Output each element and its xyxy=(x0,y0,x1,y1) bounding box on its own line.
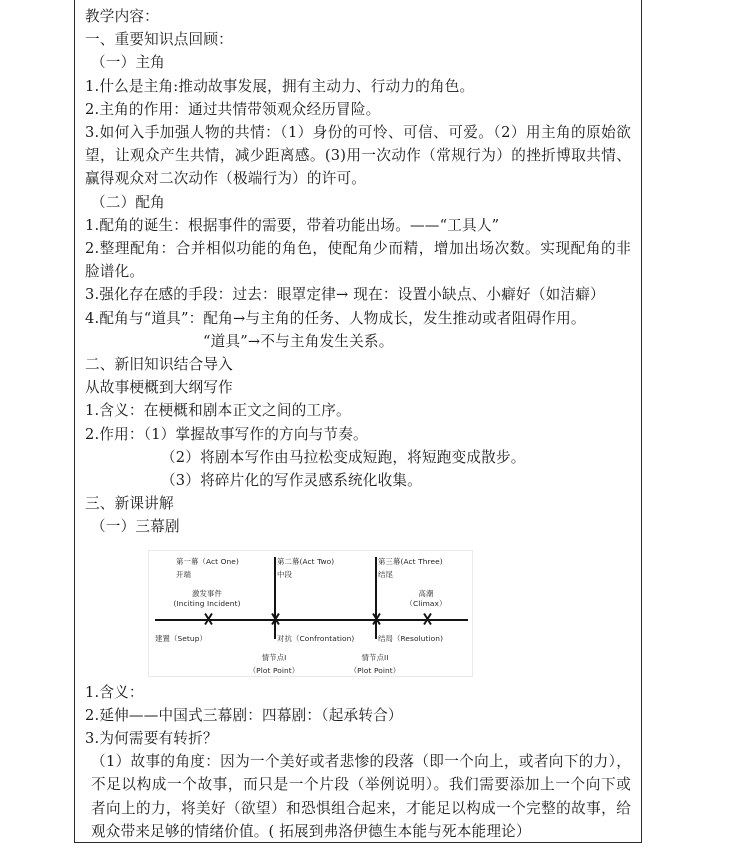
paragraph-item-3-1: 1.含义： xyxy=(85,683,144,701)
paragraph-item-1-2-2: 2.整理配角：合并相似功能的角色，使配角少而精，增加出场次数。实现配角的非脸谱化。 xyxy=(85,240,631,281)
paragraph-section-1: 一、重要知识点回顾： xyxy=(85,31,233,49)
paragraph-item-2-2: 2.作用：（1）掌握故事写作的方向与节奏。 xyxy=(85,425,368,443)
paragraph-item-3-3a: （1）故事的角度：因为一个美好或者悲惨的段落（即一个向上，或者向下的力），不足以构成一个故事，而只是一个片段（举例说明）。我们需要添加上一个向下或者向上的力，将美好（欲望）和恐惧组合起来，才能足以构成一个完整的故事，给观众带来足够的情绪价值。( 拓展到弗洛伊德生本能与死本能理论） xyxy=(91,753,631,840)
paragraph-sub-1-1: （一）主角 xyxy=(91,54,165,72)
plot-point-2-label-cn: 情节点II xyxy=(361,652,389,662)
climax-label-en: （Climax） xyxy=(405,598,447,608)
paragraph-item-1-1-1: 1.什么是主角:推动故事发展，拥有主动力、行动力的角色。 xyxy=(85,77,475,95)
setup-label: 建置（Setup） xyxy=(155,633,207,643)
inciting-incident-x-marker xyxy=(201,612,214,625)
plot-point-1-label-cn: 情节点I xyxy=(261,652,287,662)
paragraph-block-bottom xyxy=(85,681,631,843)
paragraph-item-2-2b: （2）将剧本写作由马拉松变成短跑，将短跑变成散步。 xyxy=(161,448,526,466)
paragraph-item-1-1-2: 2.主角的作用：通过共情带领观众经历冒险。 xyxy=(85,100,381,118)
paragraph-section-2-sub: 从故事梗概到大纲写作 xyxy=(85,379,233,397)
act-two-subtitle: 中段 xyxy=(277,569,292,579)
paragraph-heading-content: 教学内容： xyxy=(85,8,159,25)
paragraph-item-1-2-3: 3.强化存在感的手段：过去：眼罩定律→ 现在：设置小缺点、小癖好（如洁癖） xyxy=(85,286,605,304)
act-three-title: 第三幕(Act Three) xyxy=(378,556,443,566)
document-page xyxy=(74,0,642,843)
act-divider-line-1 xyxy=(274,557,276,639)
act-one-title: 第一幕（Act One) xyxy=(176,556,239,566)
paragraph-section-2: 二、新旧知识结合导入 xyxy=(85,356,233,374)
act-one-subtitle: 开端 xyxy=(176,569,191,579)
climax-label-cn: 高潮 xyxy=(418,588,434,598)
paragraph-block-top xyxy=(85,5,631,539)
inciting-incident-label-en: (Inciting Incident) xyxy=(173,598,241,608)
paragraph-sub-3-1: （一）三幕剧 xyxy=(91,518,180,536)
paragraph-item-1-2-1: 1.配角的诞生：根据事件的需要，带着功能出场。——“工具人” xyxy=(85,216,500,234)
paragraph-sub-1-2: （二）配角 xyxy=(91,193,165,211)
paragraph-item-1-2-4b: “道具”→不与主角发生关系。 xyxy=(203,332,394,350)
plot-point-2-x-marker xyxy=(369,612,382,625)
act-divider-line-2 xyxy=(375,557,377,639)
resolution-label: 结局（Resolution) xyxy=(378,633,444,643)
three-act-structure-diagram xyxy=(148,550,473,677)
paragraph-item-3-2: 2.延伸——中国式三幕剧：四幕剧：（起承转合） xyxy=(85,706,403,724)
paragraph-item-2-2c: （3）将碎片化的写作灵感系统化收集。 xyxy=(161,472,422,490)
paragraph-section-3: 三、新课讲解 xyxy=(85,495,174,513)
document-body xyxy=(75,0,641,843)
paragraph-item-3-3: 3.为何需要有转折？ xyxy=(85,730,218,748)
paragraph-item-1-2-4: 4.配角与“道具”：配角→与主角的任务、人物成长，发生推动或者阻碍作用。 xyxy=(85,309,586,327)
plot-point-2-label-en: （Plot Point） xyxy=(349,665,401,675)
inciting-incident-label-cn: 激发事件 xyxy=(192,588,222,598)
act-three-subtitle: 结尾 xyxy=(378,569,393,579)
act-two-title: 第二幕(Act Two) xyxy=(277,556,335,566)
confrontation-label: 对抗（Confrontation) xyxy=(277,633,355,643)
paragraph-item-1-1-3: 3.如何入手加强人物的共情：（1）身份的可怜、可信、可爱。（2）用主角的原始欲望，让观众产生共情，减少距离感。(3)用一次动作（常规行为）的挫折博取共情、赢得观众对二次动作（极端行为）的许可。 xyxy=(85,124,631,188)
plot-point-1-x-marker xyxy=(268,612,281,625)
plot-point-1-label-en: （Plot Point） xyxy=(248,665,300,675)
climax-x-marker xyxy=(420,612,433,625)
paragraph-item-2-1: 1.含义：在梗概和剧本正文之间的工序。 xyxy=(85,402,351,420)
